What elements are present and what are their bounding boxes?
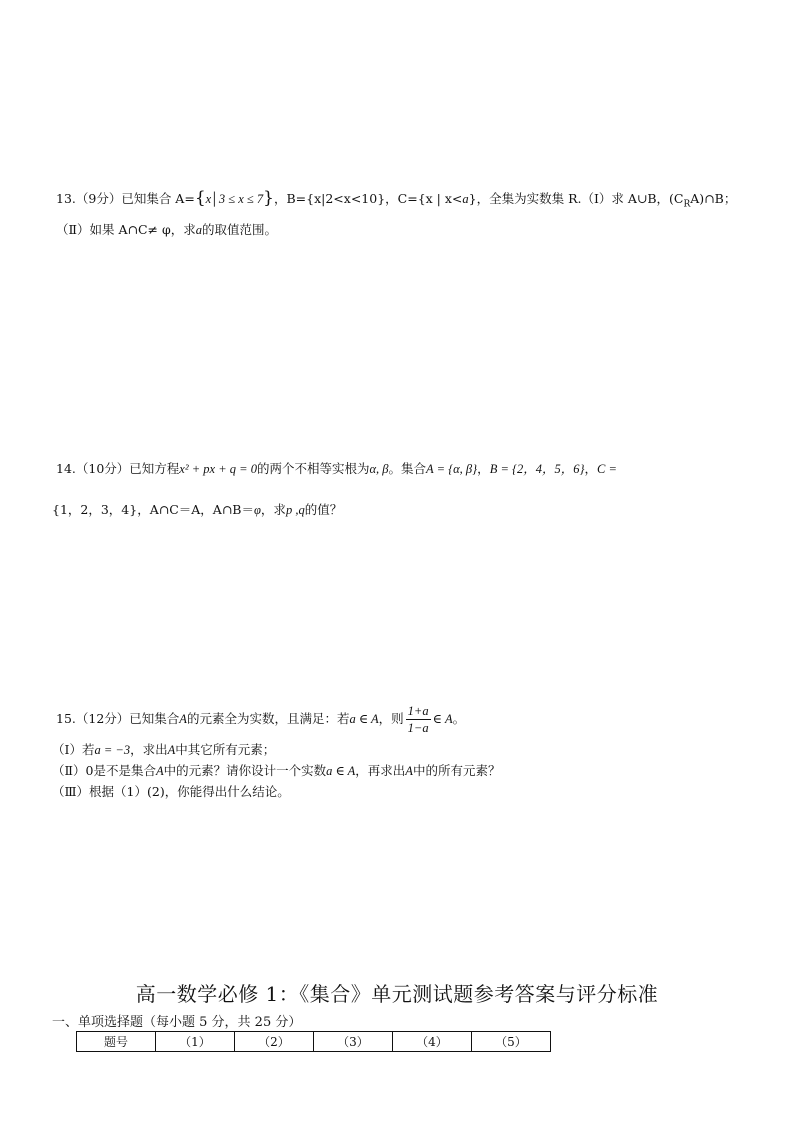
set-a-condition: x│3 ≤ x ≤ 7 — [205, 192, 264, 206]
table-cell: 题号 — [77, 1032, 156, 1052]
section-heading: 一、单项选择题（每小题 5 分，共 25 分） — [52, 1015, 302, 1030]
table-cell: （4） — [393, 1032, 472, 1052]
table-cell: （2） — [235, 1032, 314, 1052]
set-a-brace: { — [194, 188, 206, 208]
q14-line2: {1，2，3，4}，A∩C＝A，A∩B＝φ，求p ,q的值？ — [52, 502, 343, 517]
answer-title: 高一数学必修 1：《集合》单元测试题参考答案与评分标准 — [135, 982, 659, 1006]
table-cell: （5） — [472, 1032, 551, 1052]
answer-table — [76, 1031, 551, 1052]
q15-part2: （Ⅱ）0是不是集合A中的元素？请你设计一个实数a ∈ A，再求出A中的所有元素？ — [52, 763, 501, 778]
table-cell: （1） — [156, 1032, 235, 1052]
table-row — [77, 1032, 551, 1052]
table-cell: （3） — [314, 1032, 393, 1052]
q13-line1: 13.（9分）已知集合 A={x│3 ≤ x ≤ 7}，B={x|2<x<10}，C={x | x<a}，全集为实数集 R.（Ⅰ）求 A∪B，$(C_RA)\cap B$； — [56, 188, 737, 210]
q15-line1: 15.（12分）已知集合A的元素全为实数，且满足：若a ∈ A，则 $\frac{1+a}{1-a}$ ∈ A。 — [56, 704, 466, 735]
q15-part1: （Ⅰ）若a = −3，求出A中其它所有元素； — [52, 742, 276, 757]
quadratic-equation: x² + px + q = 0 — [179, 462, 257, 476]
fraction: $\frac{1+a}{1-a}$ — [407, 704, 429, 735]
q14-line1: 14.（10分）已知方程x² + px + q = 0的两个不相等实根为α, β。集合A = {α, β}，B = {2，4，5，6}，C = — [56, 461, 617, 476]
q13-line2: （Ⅱ）如果 A∩C≠ φ，求a的取值范围。 — [56, 222, 277, 237]
empty-set-symbol: φ — [254, 503, 261, 517]
set-a-brace-close: } — [263, 188, 274, 208]
q15-part3: （Ⅲ）根据（1）(2)，你能得出什么结论。 — [52, 784, 290, 799]
